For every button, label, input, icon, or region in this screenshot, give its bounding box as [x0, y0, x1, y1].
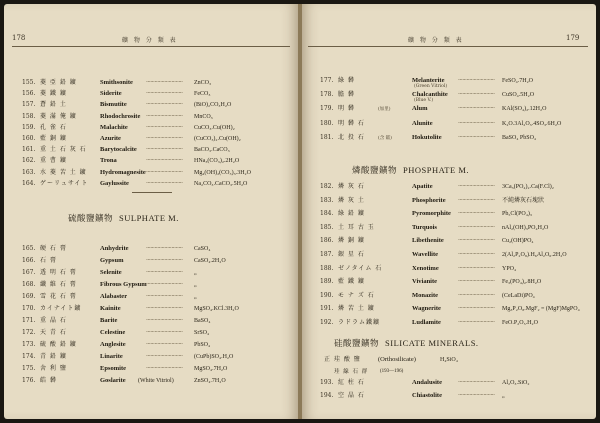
row-number: 184.	[320, 210, 334, 218]
row-number: 172.	[22, 329, 36, 336]
mineral-name-ja: 菱 滿 俺 鑛	[40, 112, 77, 120]
mineral-name-ja: 硫 酸 鉛 鑛	[40, 341, 77, 348]
leader-dots: ··························	[458, 379, 495, 386]
mineral-name-en: Monazite	[412, 291, 438, 299]
row-number: 191.	[320, 305, 334, 313]
mineral-row	[4, 268, 294, 278]
mineral-name-ja: 舍 利 鹽	[40, 365, 67, 372]
chemical-formula: CuSO₄.5H₂O	[502, 92, 535, 99]
mineral-row	[4, 316, 294, 326]
mineral-name-en: Wagnerite	[412, 305, 441, 313]
right-page	[302, 4, 596, 419]
mineral-row	[302, 119, 592, 129]
mineral-row	[302, 196, 592, 206]
mineral-row	[302, 236, 592, 246]
section-title-silicate	[334, 337, 479, 349]
mineral-row	[302, 209, 592, 219]
page-number: 178	[12, 34, 26, 42]
chemical-formula: MgSO₄.KCl.3H₂O	[194, 306, 239, 312]
mineral-name-en: Selenite	[100, 269, 122, 276]
mineral-name-ja: 皓 礬	[40, 377, 57, 384]
leader-dots: ··························	[146, 168, 183, 176]
mineral-name-en: Azurite	[100, 135, 121, 142]
mineral-name-note: (Blue V.)	[414, 98, 434, 104]
mineral-name-ja: ゼノタイム 石	[338, 264, 383, 272]
row-number: 187.	[320, 251, 334, 258]
subsection-ja: 正 珪 酸 鹽	[324, 356, 361, 363]
mineral-name-en: Bismutite	[100, 101, 127, 109]
mineral-name-ja: ゲーリュサイト	[40, 179, 89, 187]
row-number: 171.	[22, 317, 36, 324]
mineral-row	[302, 291, 592, 301]
mineral-row	[4, 292, 294, 302]
mineral-name-ja: 蒼 鉛 土	[40, 101, 67, 109]
section-divider	[132, 192, 172, 193]
chemical-formula: HNa₃(CO₃)₂.2H₂O	[194, 158, 240, 165]
subsection-orthosilicate	[310, 355, 590, 365]
leader-dots: ··························	[458, 237, 495, 245]
mineral-name-ja: 空 晶 石	[338, 392, 365, 399]
mineral-name-en: Alabaster	[100, 293, 128, 300]
section-title-ja: 燐酸鹽鑛物	[352, 166, 398, 176]
mineral-row	[302, 90, 592, 104]
mineral-name-en: Hokutolite	[412, 133, 442, 141]
row-number: 164.	[22, 179, 36, 187]
chemical-formula: „	[502, 393, 505, 399]
leader-dots: ··························	[458, 264, 495, 272]
mineral-name-ja: 水 菱 苦 土 鑛	[40, 168, 87, 176]
leader-dots: ··························	[458, 77, 495, 84]
mineral-name-en: Melanterite	[412, 77, 445, 84]
chemical-formula: „	[194, 282, 197, 288]
chemical-formula: CaSO₄	[194, 246, 211, 252]
mineral-name-en: Goslarite	[100, 377, 126, 384]
row-number: 161.	[22, 146, 36, 154]
running-header: 礦 物 分 類 表	[122, 37, 178, 44]
chemical-formula: KAl(SO₄)₂.12H₂O	[502, 106, 547, 113]
leader-dots: ··························	[146, 157, 183, 165]
mineral-name-en: Kainite	[100, 305, 121, 312]
mineral-name-ja: 明 礬 石	[338, 119, 365, 127]
chemical-formula: FeO.P₂O₅.H₂O	[502, 320, 538, 326]
mineral-row	[302, 223, 592, 233]
row-number: 178.	[320, 91, 334, 99]
subsection-group	[310, 367, 590, 377]
left-page	[4, 4, 298, 419]
mineral-name-ja: 藍 銅 鑛	[40, 135, 67, 142]
mineral-name-en: Andalusite	[412, 379, 442, 386]
leader-dots: ··························	[458, 105, 495, 113]
mineral-name-en: Wavellite	[412, 251, 438, 258]
mineral-name-ja: 石 膏	[40, 257, 57, 264]
mineral-row	[4, 112, 294, 122]
mineral-row	[302, 391, 592, 401]
mineral-name-ja: 燐 銅 鑛	[338, 237, 365, 245]
leader-dots: ··························	[458, 251, 495, 258]
mineral-name-en: Anhydrite	[100, 245, 129, 252]
leader-dots: ··························	[458, 392, 495, 399]
mineral-row	[4, 156, 294, 166]
mineral-name-en: Epsomite	[100, 365, 126, 372]
mineral-name-ja-note: (加里)	[378, 107, 391, 113]
mineral-row	[302, 277, 592, 287]
row-number: 192.	[320, 319, 334, 326]
mineral-name-ja: 燐 苦 土 鑛	[338, 305, 375, 313]
mineral-row	[4, 244, 294, 254]
mineral-name-ja: 銀 星 石	[338, 251, 365, 258]
mineral-name-ja: ラドラム鐵鑛	[338, 319, 380, 326]
mineral-name-ja: 透 明 石 膏	[40, 269, 77, 276]
mineral-row	[4, 123, 294, 133]
row-number: 190.	[320, 291, 334, 299]
mineral-name-ja: 藍 鐵 鑛	[338, 278, 365, 286]
leader-dots: ··························	[146, 353, 183, 360]
mineral-name-en: Trona	[100, 157, 117, 165]
leader-dots: ··························	[458, 305, 495, 313]
page-number: 179	[566, 34, 580, 42]
mineral-name-en: Chiastolite	[412, 392, 442, 399]
mineral-row	[4, 376, 294, 386]
row-number: 165.	[22, 245, 36, 252]
mineral-name-ja: 孔 雀 石	[40, 123, 67, 131]
mineral-row	[4, 328, 294, 338]
chemical-formula: Mg₄(OH)₂(CO₃)₃.3H₂O	[194, 169, 251, 176]
leader-dots: ··························	[458, 278, 495, 286]
row-number: 155.	[22, 79, 36, 86]
mineral-row	[302, 182, 592, 192]
leader-dots: ··························	[458, 119, 495, 127]
running-header: 礦 物 分 類 表	[408, 37, 464, 44]
mineral-row	[302, 318, 592, 328]
mineral-name-ja: モ ナ ズ 石	[338, 291, 375, 299]
mineral-row	[4, 100, 294, 110]
mineral-name-en: Fibrous Gypsum	[100, 281, 147, 288]
mineral-row	[4, 352, 294, 362]
chemical-formula: (CuPb)SO₄.H₂O	[194, 354, 234, 360]
chemical-formula: „	[194, 270, 197, 276]
chemical-formula: „	[194, 294, 197, 300]
mineral-row	[4, 179, 294, 189]
mineral-name-ja: 菱 鐵 鑛	[40, 90, 67, 98]
chemical-formula: Fe₃(PO₄)₂.8H₂O	[502, 279, 542, 286]
mineral-row	[4, 256, 294, 266]
leader-dots: ··························	[458, 196, 495, 204]
mineral-name-en: Pyromorphite	[412, 210, 451, 218]
row-number: 189.	[320, 278, 334, 286]
leader-dots: ··························	[458, 223, 495, 231]
chemical-formula: (BiO)₂CO₃H₂O	[194, 102, 232, 109]
row-number: 179.	[320, 105, 334, 113]
mineral-name-en: Libethenite	[412, 237, 444, 245]
mineral-name-en: Apatite	[412, 183, 433, 190]
mineral-row	[4, 89, 294, 99]
mineral-name-ja: 重 晶 石	[40, 317, 67, 324]
chemical-formula: Mg₃P₂O₈.MgF₂ = (MgF)MgPO₄	[502, 306, 580, 313]
section-title-en: PHOSPHATE M.	[403, 165, 470, 175]
chemical-formula: SrSO₄	[194, 330, 210, 336]
row-number: 177.	[320, 77, 334, 84]
chemical-formula: CuCO₃.Cu(OH)₂	[194, 124, 235, 131]
leader-dots: ··························	[458, 291, 495, 299]
leader-dots: ··························	[146, 90, 183, 98]
row-number: 194.	[320, 392, 334, 399]
mineral-name-ja: カイナイト鑛	[40, 305, 82, 312]
header-rule	[12, 46, 290, 47]
mineral-row	[302, 133, 592, 143]
row-number: 157.	[22, 101, 36, 109]
mineral-name-en: Anglesite	[100, 341, 126, 348]
row-number: 158.	[22, 112, 36, 120]
mineral-name-en: Gypsum	[100, 257, 124, 264]
mineral-name-ja: 硬 石 膏	[40, 245, 67, 252]
mineral-name-en: Malachite	[100, 123, 128, 131]
section-title-phosphate	[352, 164, 469, 176]
leader-dots: ··························	[146, 269, 183, 276]
row-number: 175.	[22, 365, 36, 372]
subsection-formula: H₄SiO₄	[440, 357, 458, 363]
mineral-name-ja: 北 投 石	[338, 133, 365, 141]
mineral-name-en: Hydromagnesite	[100, 168, 146, 176]
mineral-name-en: Barytocalcite	[100, 146, 137, 154]
group-range: (193—196)	[380, 369, 404, 374]
section-title-en: SULPHATE M.	[119, 213, 179, 223]
chemical-formula: FeCO₃	[194, 91, 211, 98]
row-number: 185.	[320, 223, 334, 231]
leader-dots: ··························	[146, 341, 183, 348]
mineral-name-ja: 天 青 石	[40, 329, 67, 336]
mineral-name-ja: 紅 柱 石	[338, 379, 365, 386]
mineral-name-ja: 青 鉛 鑛	[40, 353, 67, 360]
mineral-name-en: Linarite	[100, 353, 123, 360]
chemical-formula: Na₂CO₃.CaCO₃.5H₂O	[194, 180, 248, 187]
leader-dots: ··························	[146, 317, 183, 324]
group-ja: 珪 線 石 群	[334, 369, 369, 375]
chemical-formula: Pb₅Cl(PO₄)₃	[502, 211, 532, 218]
chemical-formula: BaSO₄	[194, 318, 211, 324]
mineral-name-ja-note: (含 鐳)	[378, 135, 392, 141]
chemical-formula: ZnSO₄.7H₂O	[194, 378, 226, 384]
chemical-formula: Cu₂(OH)PO₄	[502, 238, 534, 245]
row-number: 174.	[22, 353, 36, 360]
mineral-name-ja: 明 礬	[338, 105, 355, 113]
row-number: 156.	[22, 90, 36, 98]
row-number: 166.	[22, 257, 36, 264]
leader-dots: ··························	[458, 319, 495, 326]
mineral-name-en: Siderite	[100, 90, 122, 98]
section-title-ja: 硅酸鹽鑛物	[334, 339, 380, 349]
chemical-formula: 3Ca₃(PO₄)₂.Ca(F.Cl)₂	[502, 184, 554, 190]
row-number: 181.	[320, 133, 334, 141]
row-number: 160.	[22, 135, 36, 142]
row-number: 176.	[22, 377, 36, 384]
chemical-formula: nAl₂(OH)₃PO₄H₂O	[502, 224, 549, 231]
row-number: 188.	[320, 264, 334, 272]
leader-dots: ··························	[146, 305, 183, 312]
mineral-row	[4, 304, 294, 314]
row-number: 163.	[22, 168, 36, 176]
chemical-formula: BaCO₃.CaCO₃	[194, 147, 230, 154]
mineral-row	[302, 76, 592, 89]
mineral-name-en: Phosphorite	[412, 196, 446, 204]
chemical-formula: Al₂O₃.SiO₂	[502, 380, 530, 386]
mineral-name-note: (Green Vitriol)	[414, 84, 448, 89]
row-number: 167.	[22, 269, 36, 276]
mineral-name-en: Gaylussite	[100, 179, 129, 187]
leader-dots: ··························	[146, 329, 183, 336]
row-number: 180.	[320, 119, 334, 127]
row-number: 186.	[320, 237, 334, 245]
leader-dots: ··························	[146, 112, 183, 120]
mineral-name-en: Smithsonite	[100, 79, 133, 86]
leader-dots: ··························	[146, 245, 183, 252]
mineral-name-ja: 重 土 石 灰 石	[40, 146, 87, 154]
mineral-name-en: Alunite	[412, 119, 433, 127]
mineral-name-en: Celestine	[100, 329, 126, 336]
chemical-formula: MnCO₃	[194, 113, 213, 120]
chemical-formula: YPO₄	[502, 265, 517, 272]
mineral-name-en-note: (White Vitriol)	[138, 378, 174, 384]
leader-dots: ··························	[146, 257, 183, 264]
mineral-row	[4, 134, 294, 144]
leader-dots: ··························	[146, 281, 183, 288]
leader-dots: ··························	[146, 79, 183, 86]
mineral-row	[302, 250, 592, 260]
mineral-name-ja: 菱 亞 鉛 鑛	[40, 79, 77, 86]
mineral-name-en: Barite	[100, 317, 118, 324]
subsection-en: (Orthosilicate)	[378, 356, 416, 363]
leader-dots: ··························	[146, 365, 183, 372]
mineral-name-ja: 膽 礬	[338, 91, 355, 99]
mineral-name-ja: 雪 花 石 膏	[40, 293, 77, 300]
row-number: 182.	[320, 183, 334, 190]
mineral-row	[302, 104, 592, 114]
leader-dots: ··························	[146, 146, 183, 154]
mineral-row	[4, 340, 294, 350]
mineral-name-en: Turquois	[412, 223, 437, 231]
mineral-row	[4, 78, 294, 88]
row-number: 169.	[22, 293, 36, 300]
leader-dots: ··························	[458, 91, 495, 99]
chemical-formula: K₂O.3Al₂O₃.4SO₃.6H₂O	[502, 120, 562, 127]
leader-dots: ··························	[458, 183, 495, 190]
mineral-name-ja: 綠 鉛 鑛	[338, 210, 365, 218]
mineral-name-ja: 燐 灰 石	[338, 183, 365, 190]
mineral-name-ja: 纖 維 石 膏	[40, 281, 77, 288]
leader-dots: ··························	[146, 135, 183, 142]
leader-dots: ··························	[146, 123, 183, 131]
chemical-formula: MgSO₄.7H₂O	[194, 366, 228, 372]
mineral-name-en: Xenotime	[412, 264, 439, 272]
row-number: 168.	[22, 281, 36, 288]
mineral-name-en: Chalcanthite	[412, 91, 448, 99]
section-title-sulphate	[68, 212, 179, 224]
chemical-formula: (CuCO₃)₂.Cu(OH)₂	[194, 136, 241, 142]
mineral-row	[4, 280, 294, 290]
mineral-name-ja: 土 耳 古 玉	[338, 223, 375, 231]
row-number: 162.	[22, 157, 36, 165]
mineral-name-ja: 燐 灰 土	[338, 196, 365, 204]
row-number: 183.	[320, 196, 334, 204]
leader-dots: ··························	[146, 293, 183, 300]
chemical-formula: 不純燐灰石塊狀	[502, 197, 545, 204]
chemical-formula: BaSO₄ PbSO₄	[502, 134, 537, 141]
chemical-formula: PbSO₄	[194, 342, 211, 348]
mineral-name-en: Rhodochrosite	[100, 112, 141, 120]
mineral-row	[302, 304, 592, 314]
row-number: 173.	[22, 341, 36, 348]
mineral-name-en: Ludlamite	[412, 319, 441, 326]
leader-dots: ··························	[458, 133, 495, 141]
row-number: 159.	[22, 123, 36, 131]
chemical-formula: ZnCO₃	[194, 80, 212, 86]
mineral-name-en: Vivianite	[412, 278, 438, 286]
mineral-name-ja: 重 曹 鑛	[40, 157, 67, 165]
section-title-ja: 硫酸鹽鑛物	[68, 214, 114, 224]
row-number: 193.	[320, 379, 334, 386]
mineral-name-ja: 綠 礬	[338, 77, 355, 84]
mineral-row	[4, 168, 294, 178]
chemical-formula: 2(Al₂P₂O₈).H₆Al₂O₆.2H₂O	[502, 252, 567, 258]
mineral-row	[4, 145, 294, 155]
chemical-formula: (CeLaDi)PO₄	[502, 292, 535, 299]
mineral-row	[302, 378, 592, 388]
section-title-en: SILICATE MINERALS.	[385, 338, 479, 348]
header-rule	[308, 46, 588, 47]
chemical-formula: FeSO₄.7H₂O	[502, 78, 534, 84]
mineral-row	[4, 364, 294, 374]
chemical-formula: CaSO₄.2H₂O	[194, 258, 226, 264]
mineral-name-en: Alum	[412, 105, 428, 113]
mineral-row	[302, 264, 592, 274]
leader-dots: ··························	[146, 101, 183, 109]
leader-dots: ··························	[146, 179, 183, 187]
leader-dots: ··························	[458, 210, 495, 218]
row-number: 170.	[22, 305, 36, 312]
